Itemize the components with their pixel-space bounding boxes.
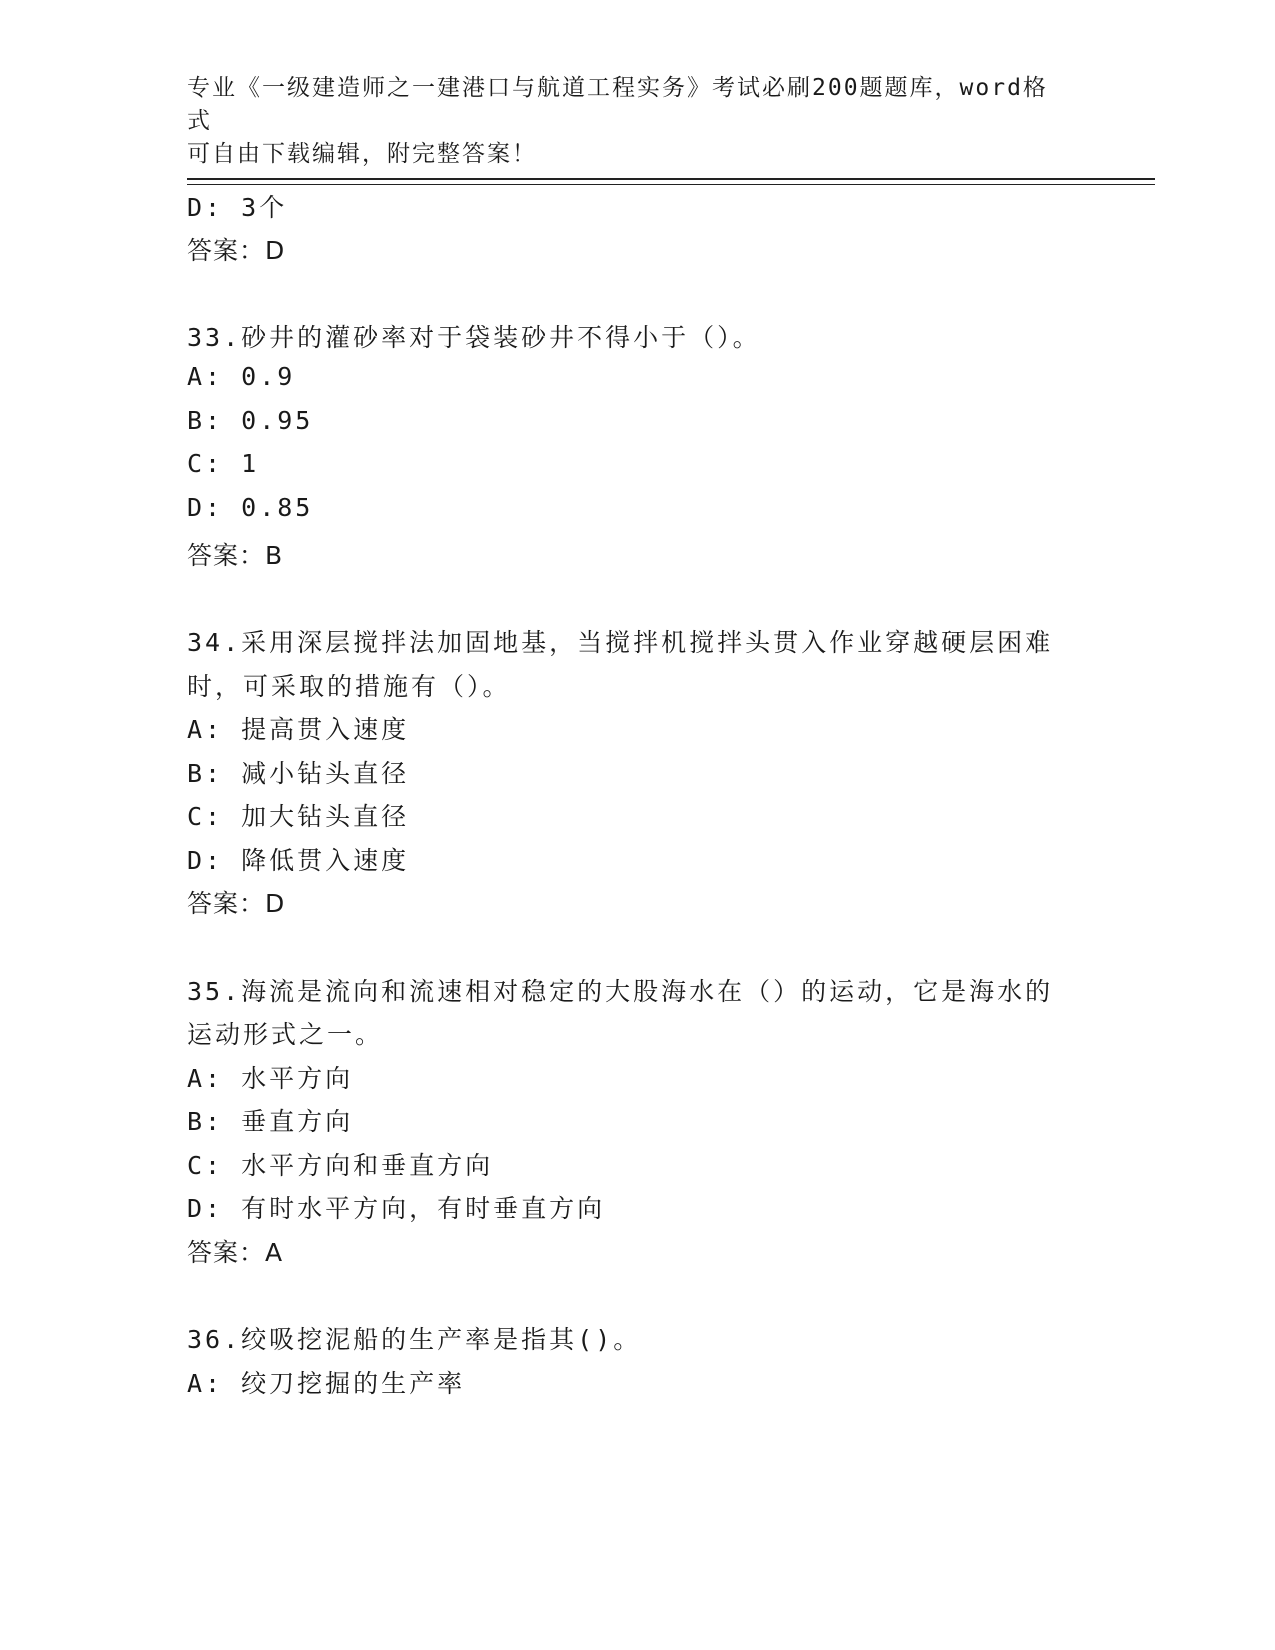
- q33-answer: 答案：B: [187, 541, 284, 570]
- q35-option-c: C: 水平方向和垂直方向: [187, 1151, 494, 1180]
- q36-option-a: A: 绞刀挖掘的生产率: [187, 1369, 466, 1398]
- q33-option-d: D: 0.85: [187, 493, 314, 522]
- q35-stem-line-2: 运动形式之一。: [187, 1020, 384, 1049]
- q32-answer: 答案：D: [187, 236, 286, 265]
- header-line-1: 专业《一级建造师之一建港口与航道工程实务》考试必刷200题题库，word格式: [187, 75, 1048, 134]
- q34-stem-line-1: 34.采用深层搅拌法加固地基，当搅拌机搅拌头贯入作业穿越硬层困难: [187, 628, 1054, 657]
- q34-option-d: D: 降低贯入速度: [187, 846, 410, 875]
- q35-stem-line-1: 35.海流是流向和流速相对稳定的大股海水在（）的运动，它是海水的: [187, 977, 1054, 1006]
- q36-stem: 36.绞吸挖泥船的生产率是指其()。: [187, 1325, 642, 1354]
- q34-option-a: A: 提高贯入速度: [187, 715, 410, 744]
- q35-option-b: B: 垂直方向: [187, 1107, 354, 1136]
- q33-option-b: B: 0.95: [187, 406, 314, 435]
- header-divider-thin: [187, 184, 1155, 185]
- q33-stem: 33.砂井的灌砂率对于袋装砂井不得小于（）。: [187, 323, 761, 352]
- header-line-2: 可自由下载编辑，附完整答案！: [187, 141, 537, 167]
- q33-option-c: C: 1: [187, 449, 260, 478]
- q34-option-c: C: 加大钻头直径: [187, 802, 410, 831]
- document-header: [187, 72, 1067, 171]
- q33-option-a: A: 0.9: [187, 362, 296, 391]
- q35-option-a: A: 水平方向: [187, 1064, 354, 1093]
- q34-answer: 答案：D: [187, 889, 286, 918]
- q35-option-d: D: 有时水平方向，有时垂直方向: [187, 1194, 606, 1223]
- q35-answer: 答案：A: [187, 1238, 284, 1267]
- q34-stem-line-2: 时，可采取的措施有（）。: [187, 672, 511, 701]
- header-divider: [187, 178, 1155, 180]
- q34-option-b: B: 减小钻头直径: [187, 759, 410, 788]
- q32-option-d: D: 3个: [187, 193, 288, 222]
